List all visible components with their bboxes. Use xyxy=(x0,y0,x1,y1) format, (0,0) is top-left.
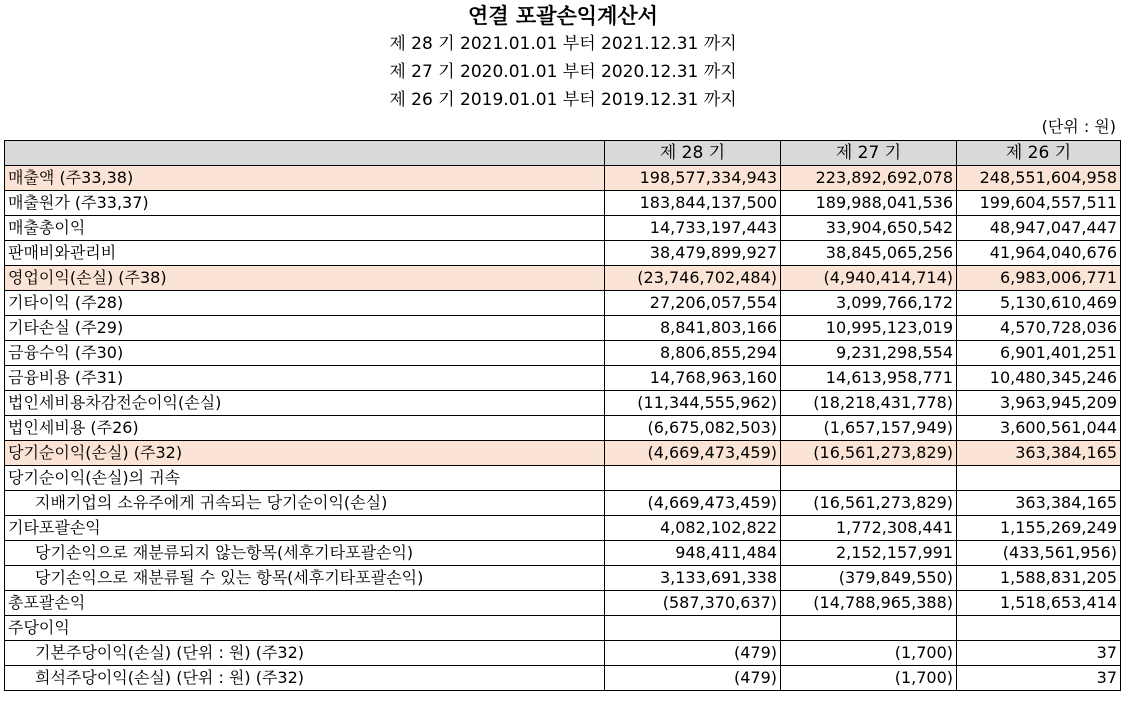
row-label: 기타이익 (주28) xyxy=(5,291,605,316)
row-value-cell xyxy=(605,616,781,641)
row-label: 지배기업의 소유주에게 귀속되는 당기순이익(손실) xyxy=(5,491,605,516)
row-value-cell: 9,231,298,554 xyxy=(781,341,957,366)
row-value-cell: 6,983,006,771 xyxy=(957,266,1121,291)
row-label: 매출원가 (주33,37) xyxy=(5,191,605,216)
row-value-cell: 948,411,484 xyxy=(605,541,781,566)
statement-title: 연결 포괄손익계산서 xyxy=(468,4,658,28)
table-row xyxy=(5,266,1121,291)
row-label: 당기손익으로 재분류되지 않는항목(세후기타포괄손익) xyxy=(5,541,605,566)
row-value-cell: 223,892,692,078 xyxy=(781,166,957,191)
row-value-cell: 3,963,945,209 xyxy=(957,391,1121,416)
table-row xyxy=(5,666,1121,691)
period-line-28: 제 28 기 2021.01.01 부터 2021.12.31 까지 xyxy=(389,34,737,54)
row-value-cell: 3,099,766,172 xyxy=(781,291,957,316)
row-value-cell: 14,733,197,443 xyxy=(605,216,781,241)
row-value-cell: (6,675,082,503) xyxy=(605,416,781,441)
header-period-28: 제 28 기 xyxy=(605,141,781,166)
table-row xyxy=(5,191,1121,216)
row-value-cell: 38,479,899,927 xyxy=(605,241,781,266)
row-value-cell: 38,845,065,256 xyxy=(781,241,957,266)
table-row xyxy=(5,541,1121,566)
row-value-cell: 1,518,653,414 xyxy=(957,591,1121,616)
row-value-cell xyxy=(957,466,1121,491)
row-value-cell xyxy=(957,616,1121,641)
income-statement-table xyxy=(4,140,1121,691)
row-label: 영업이익(손실) (주38) xyxy=(5,266,605,291)
table-row xyxy=(5,516,1121,541)
row-label: 금융수익 (주30) xyxy=(5,341,605,366)
row-value-cell: 14,768,963,160 xyxy=(605,366,781,391)
row-value-cell: (587,370,637) xyxy=(605,591,781,616)
row-value-cell: 199,604,557,511 xyxy=(957,191,1121,216)
row-value-cell: (11,344,555,962) xyxy=(605,391,781,416)
row-value-cell: 37 xyxy=(957,641,1121,666)
row-value-cell: (479) xyxy=(605,641,781,666)
row-label: 금융비용 (주31) xyxy=(5,366,605,391)
row-value-cell: 8,841,803,166 xyxy=(605,316,781,341)
table-row xyxy=(5,291,1121,316)
row-value-cell: (23,746,702,484) xyxy=(605,266,781,291)
row-value-cell: (4,940,414,714) xyxy=(781,266,957,291)
unit-label: (단위 : 원) xyxy=(1041,117,1116,136)
header-period-26: 제 26 기 xyxy=(957,141,1121,166)
row-value-cell: 1,588,831,205 xyxy=(957,566,1121,591)
row-value-cell: 10,995,123,019 xyxy=(781,316,957,341)
row-value-cell: (16,561,273,829) xyxy=(781,441,957,466)
row-value-cell: 8,806,855,294 xyxy=(605,341,781,366)
table-header-row xyxy=(5,141,1121,166)
table-row xyxy=(5,566,1121,591)
row-label: 매출액 (주33,38) xyxy=(5,166,605,191)
row-value-cell: 41,964,040,676 xyxy=(957,241,1121,266)
period-line-26: 제 26 기 2019.01.01 부터 2019.12.31 까지 xyxy=(389,90,737,110)
row-value-cell: 27,206,057,554 xyxy=(605,291,781,316)
row-value-cell: 37 xyxy=(957,666,1121,691)
table-row xyxy=(5,591,1121,616)
table-row xyxy=(5,491,1121,516)
table-row xyxy=(5,391,1121,416)
row-value-cell: 183,844,137,500 xyxy=(605,191,781,216)
table-row xyxy=(5,241,1121,266)
row-value-cell: 1,155,269,249 xyxy=(957,516,1121,541)
row-value-cell: (18,218,431,778) xyxy=(781,391,957,416)
table-row xyxy=(5,441,1121,466)
row-value-cell: (1,657,157,949) xyxy=(781,416,957,441)
table-row xyxy=(5,416,1121,441)
row-value-cell: (1,700) xyxy=(781,641,957,666)
row-value-cell: 6,901,401,251 xyxy=(957,341,1121,366)
row-value-cell: 10,480,345,246 xyxy=(957,366,1121,391)
row-value-cell: (4,669,473,459) xyxy=(605,441,781,466)
row-value-cell: (14,788,965,388) xyxy=(781,591,957,616)
table-row xyxy=(5,316,1121,341)
table-row xyxy=(5,466,1121,491)
table-body xyxy=(5,166,1121,691)
table-row xyxy=(5,641,1121,666)
table-row xyxy=(5,216,1121,241)
row-value-cell: 4,082,102,822 xyxy=(605,516,781,541)
row-value-cell: 33,904,650,542 xyxy=(781,216,957,241)
row-label: 총포괄손익 xyxy=(5,591,605,616)
row-value-cell: 189,988,041,536 xyxy=(781,191,957,216)
row-value-cell: 3,600,561,044 xyxy=(957,416,1121,441)
row-label: 당기손익으로 재분류될 수 있는 항목(세후기타포괄손익) xyxy=(5,566,605,591)
row-value-cell: (433,561,956) xyxy=(957,541,1121,566)
row-label: 매출총이익 xyxy=(5,216,605,241)
row-value-cell: 48,947,047,447 xyxy=(957,216,1121,241)
row-value-cell: (4,669,473,459) xyxy=(605,491,781,516)
row-label: 법인세비용 (주26) xyxy=(5,416,605,441)
row-value-cell: 2,152,157,991 xyxy=(781,541,957,566)
header-blank-cell xyxy=(5,141,605,166)
row-label: 주당이익 xyxy=(5,616,605,641)
row-label: 기타손실 (주29) xyxy=(5,316,605,341)
row-label: 당기순이익(손실)의 귀속 xyxy=(5,466,605,491)
row-value-cell: 363,384,165 xyxy=(957,491,1121,516)
row-value-cell: (379,849,550) xyxy=(781,566,957,591)
row-value-cell: 198,577,334,943 xyxy=(605,166,781,191)
row-label: 기타포괄손익 xyxy=(5,516,605,541)
table-row xyxy=(5,166,1121,191)
row-value-cell xyxy=(781,466,957,491)
row-value-cell: 5,130,610,469 xyxy=(957,291,1121,316)
row-value-cell: 4,570,728,036 xyxy=(957,316,1121,341)
row-label: 판매비와관리비 xyxy=(5,241,605,266)
row-value-cell: 14,613,958,771 xyxy=(781,366,957,391)
row-label: 법인세비용차감전순이익(손실) xyxy=(5,391,605,416)
period-line-27: 제 27 기 2020.01.01 부터 2020.12.31 까지 xyxy=(389,62,737,82)
row-value-cell: (16,561,273,829) xyxy=(781,491,957,516)
row-value-cell: 1,772,308,441 xyxy=(781,516,957,541)
table-row xyxy=(5,616,1121,641)
table-row xyxy=(5,366,1121,391)
row-label: 희석주당이익(손실) (단위 : 원) (주32) xyxy=(5,666,605,691)
row-value-cell: (479) xyxy=(605,666,781,691)
row-value-cell: (1,700) xyxy=(781,666,957,691)
row-label: 당기순이익(손실) (주32) xyxy=(5,441,605,466)
row-value-cell: 3,133,691,338 xyxy=(605,566,781,591)
row-label: 기본주당이익(손실) (단위 : 원) (주32) xyxy=(5,641,605,666)
header-period-27: 제 27 기 xyxy=(781,141,957,166)
row-value-cell: 248,551,604,958 xyxy=(957,166,1121,191)
row-value-cell: 363,384,165 xyxy=(957,441,1121,466)
table-row xyxy=(5,341,1121,366)
row-value-cell xyxy=(781,616,957,641)
row-value-cell xyxy=(605,466,781,491)
